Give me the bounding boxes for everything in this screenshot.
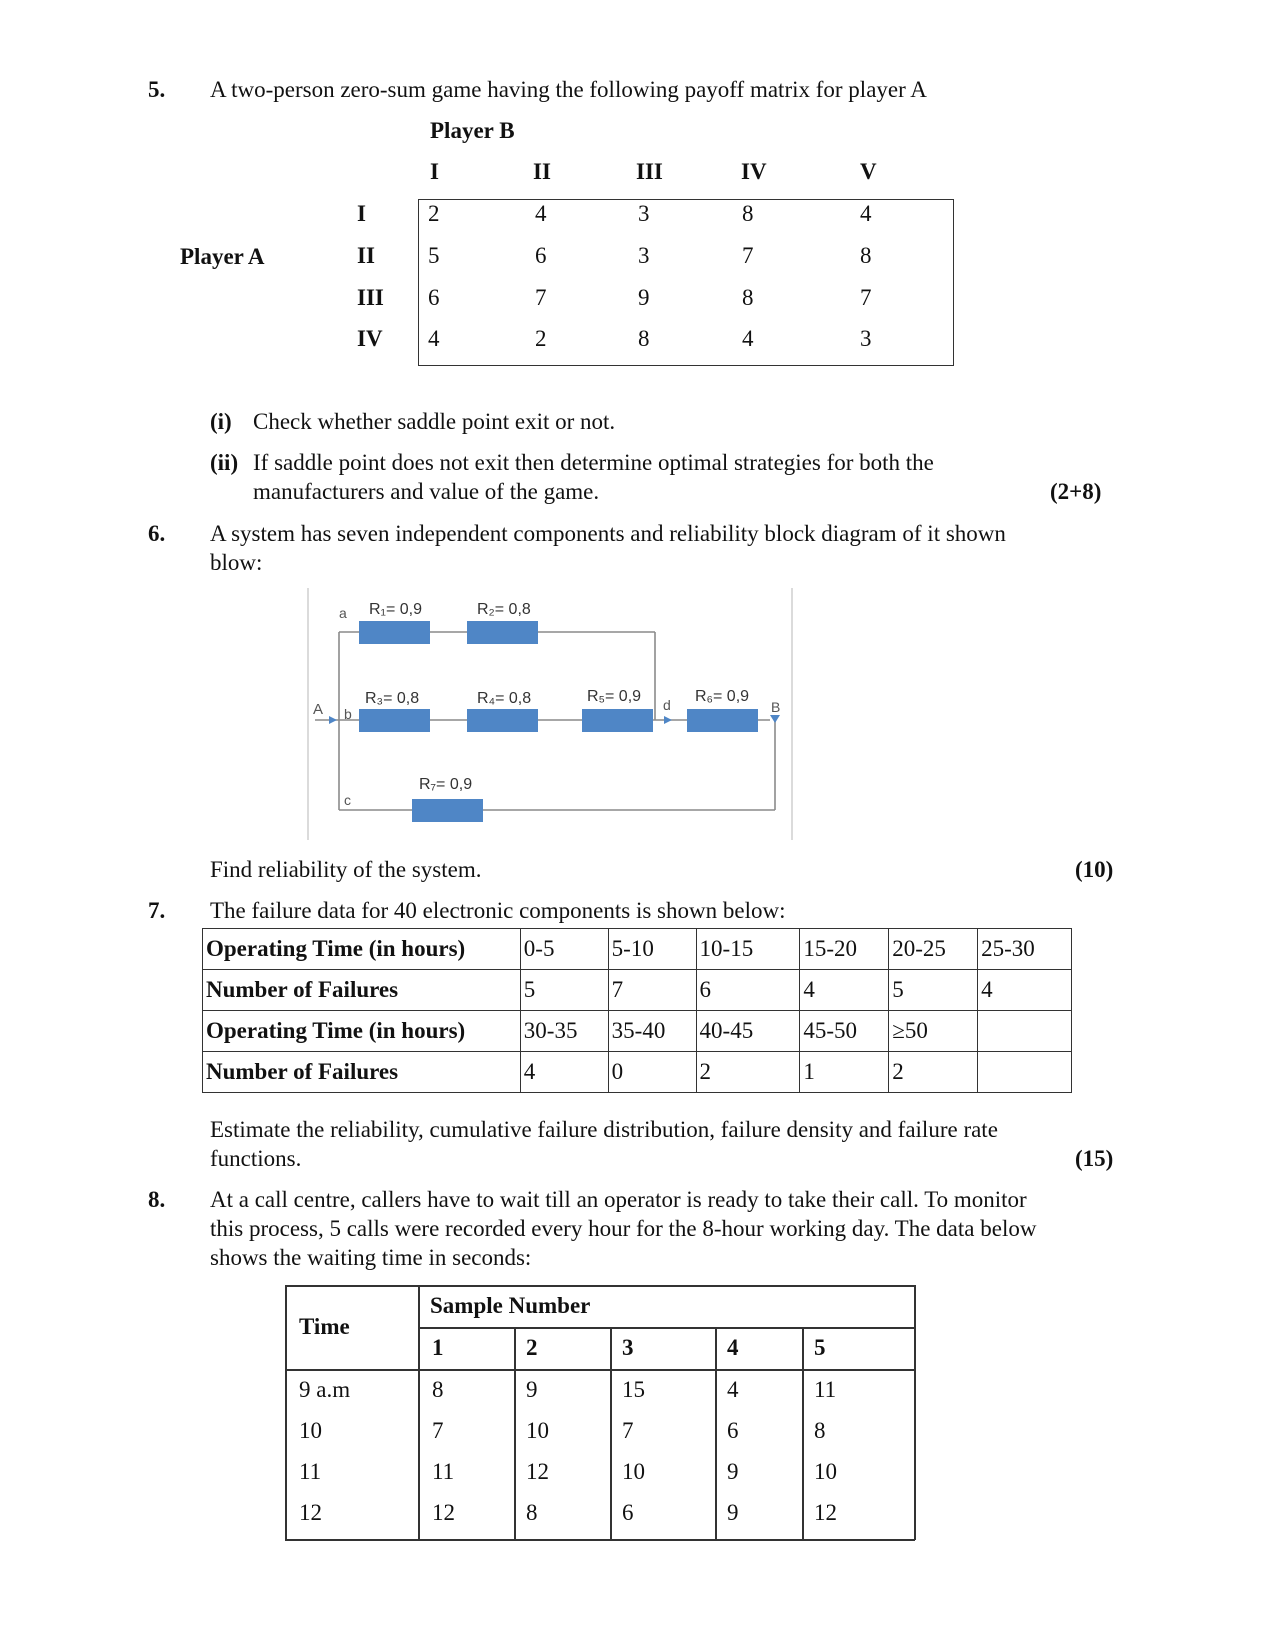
matrix-cell: 8 xyxy=(860,243,872,268)
question-6-marks: (10) xyxy=(1075,857,1114,882)
matrix-cell: 4 xyxy=(428,326,440,351)
value-cell: 8 xyxy=(432,1377,444,1402)
table-cell: 5-10 xyxy=(608,929,696,970)
label-r7: R₇= 0,9 xyxy=(419,776,473,793)
matrix-cell: 8 xyxy=(638,326,650,351)
question-8-number: 8. xyxy=(148,1187,166,1212)
matrix-cell: 3 xyxy=(638,243,650,268)
value-cell: 9 xyxy=(727,1500,739,1525)
table-cell: Number of Failures xyxy=(203,970,521,1011)
sample-col-header: 4 xyxy=(727,1335,739,1360)
table-cell: 4 xyxy=(800,970,889,1011)
value-cell: 11 xyxy=(814,1377,837,1402)
table-row xyxy=(203,929,1072,970)
matrix-cell: 2 xyxy=(535,326,547,351)
value-cell: 6 xyxy=(622,1500,634,1525)
component-block-r3 xyxy=(359,709,430,732)
part-i-label: (i) xyxy=(210,409,232,434)
time-header: Time xyxy=(299,1314,350,1339)
matrix-cell: 3 xyxy=(638,201,650,226)
table-row xyxy=(203,970,1072,1011)
question-5-text: A two-person zero-sum game having the following payoff matrix for player A xyxy=(210,77,927,102)
matrix-cell: 9 xyxy=(638,285,650,310)
table-cell: 20-25 xyxy=(889,929,978,970)
table-row xyxy=(203,1052,1072,1093)
table-cell: 4 xyxy=(520,1052,608,1093)
question-5-marks: (2+8) xyxy=(1050,479,1102,504)
row-label: II xyxy=(357,243,375,268)
sample-col-header: 5 xyxy=(814,1335,826,1360)
value-cell: 10 xyxy=(526,1418,549,1443)
value-cell: 10 xyxy=(622,1459,645,1484)
time-cell: 12 xyxy=(299,1500,322,1525)
question-8-line-2: this process, 5 calls were recorded every hour for the 8-hour working day. The data below xyxy=(210,1216,1037,1241)
value-cell: 12 xyxy=(526,1459,549,1484)
matrix-cell: 7 xyxy=(535,285,547,310)
question-7-marks: (15) xyxy=(1075,1146,1114,1171)
reliability-block-diagram xyxy=(305,588,795,840)
label-r2: R₂= 0,8 xyxy=(477,601,531,618)
value-cell: 11 xyxy=(432,1459,455,1484)
input-label: A xyxy=(313,701,324,718)
arrow-d-icon xyxy=(664,716,672,724)
node-a: a xyxy=(339,605,347,621)
label-r3: R₃= 0,8 xyxy=(365,690,420,707)
player-a-label: Player A xyxy=(180,244,265,269)
table-cell: 7 xyxy=(608,970,696,1011)
table-cell: 25-30 xyxy=(978,929,1072,970)
part-ii-line-1: If saddle point does not exit then determine optimal strategies for both the xyxy=(253,450,934,475)
row-label: I xyxy=(357,201,366,226)
question-6-line-1: A system has seven independent components and reliability block diagram of it shown xyxy=(210,521,1006,546)
output-arrow-icon xyxy=(770,715,780,723)
part-ii-label: (ii) xyxy=(210,450,239,475)
value-cell: 4 xyxy=(727,1377,739,1402)
value-cell: 12 xyxy=(814,1500,837,1525)
question-8-line-1: At a call centre, callers have to wait till an operator is ready to take their call. To monitor xyxy=(210,1187,1027,1212)
table-cell: 2 xyxy=(696,1052,800,1093)
table-cell: Operating Time (in hours) xyxy=(203,929,521,970)
column-header: II xyxy=(533,159,551,184)
payoff-matrix-border xyxy=(418,199,954,366)
time-cell: 9 a.m xyxy=(299,1377,351,1402)
component-block-r4 xyxy=(467,709,538,732)
value-cell: 7 xyxy=(432,1418,444,1443)
question-6-find-text: Find reliability of the system. xyxy=(210,857,482,882)
table-cell: 6 xyxy=(696,970,800,1011)
table-cell: 45-50 xyxy=(800,1011,889,1052)
label-r6: R₆= 0,9 xyxy=(695,688,750,705)
sample-number-header: Sample Number xyxy=(430,1293,591,1318)
table-cell: 15-20 xyxy=(800,929,889,970)
question-5-number: 5. xyxy=(148,77,166,102)
column-header: III xyxy=(636,159,663,184)
component-block-r1 xyxy=(359,621,430,644)
table-cell: 10-15 xyxy=(696,929,800,970)
question-7-number: 7. xyxy=(148,898,166,923)
sample-col-header: 2 xyxy=(526,1335,538,1360)
column-header: IV xyxy=(741,159,767,184)
table-cell: 1 xyxy=(800,1052,889,1093)
matrix-cell: 3 xyxy=(860,326,872,351)
time-cell: 10 xyxy=(299,1418,322,1443)
table-cell xyxy=(978,1011,1072,1052)
matrix-cell: 5 xyxy=(428,243,440,268)
question-7-text: The failure data for 40 electronic components is shown below: xyxy=(210,898,786,923)
question-6-number: 6. xyxy=(148,521,166,546)
value-cell: 10 xyxy=(814,1459,837,1484)
value-cell: 8 xyxy=(814,1418,826,1443)
part-ii-line-2: manufacturers and value of the game. xyxy=(253,479,600,504)
waiting-time-table xyxy=(285,1285,915,1540)
sample-col-header: 1 xyxy=(432,1335,444,1360)
matrix-cell: 6 xyxy=(535,243,547,268)
question-6-line-2: blow: xyxy=(210,550,263,575)
value-cell: 9 xyxy=(526,1377,538,1402)
part-i-text: Check whether saddle point exit or not. xyxy=(253,409,616,434)
value-cell: 6 xyxy=(727,1418,739,1443)
row-label: IV xyxy=(357,326,383,351)
matrix-cell: 7 xyxy=(860,285,872,310)
table-cell: 30-35 xyxy=(520,1011,608,1052)
component-block-r5 xyxy=(582,709,653,732)
label-r4: R₄= 0,8 xyxy=(477,690,532,707)
value-cell: 12 xyxy=(432,1500,455,1525)
table-cell: 5 xyxy=(520,970,608,1011)
table-cell: 35-40 xyxy=(608,1011,696,1052)
table-row xyxy=(203,1011,1072,1052)
question-7-estimate-line-2: functions. xyxy=(210,1146,302,1171)
table-cell xyxy=(978,1052,1072,1093)
row-label: III xyxy=(357,285,384,310)
sample-col-header: 3 xyxy=(622,1335,634,1360)
question-8-line-3: shows the waiting time in seconds: xyxy=(210,1245,532,1270)
player-b-label: Player B xyxy=(430,118,515,143)
table-cell: 0-5 xyxy=(520,929,608,970)
column-header: V xyxy=(860,159,877,184)
input-arrow-icon xyxy=(329,716,337,724)
matrix-cell: 7 xyxy=(742,243,754,268)
time-cell: 11 xyxy=(299,1459,322,1484)
component-block-r7 xyxy=(412,799,483,822)
table-cell: 40-45 xyxy=(696,1011,800,1052)
output-label: B xyxy=(771,699,781,715)
matrix-cell: 6 xyxy=(428,285,440,310)
question-7-estimate-line-1: Estimate the reliability, cumulative failure distribution, failure density and failure rate xyxy=(210,1117,998,1142)
label-r5: R₅= 0,9 xyxy=(587,688,642,705)
table-cell: 2 xyxy=(889,1052,978,1093)
table-cell: 4 xyxy=(978,970,1072,1011)
node-b: b xyxy=(344,706,352,722)
table-cell: 5 xyxy=(889,970,978,1011)
node-c: c xyxy=(344,792,351,808)
table-cell: 0 xyxy=(608,1052,696,1093)
value-cell: 15 xyxy=(622,1377,645,1402)
table-cell: Number of Failures xyxy=(203,1052,521,1093)
value-cell: 8 xyxy=(526,1500,538,1525)
value-cell: 9 xyxy=(727,1459,739,1484)
component-block-r6 xyxy=(687,709,758,732)
matrix-cell: 8 xyxy=(742,201,754,226)
failure-data-table xyxy=(202,928,1072,1093)
value-cell: 7 xyxy=(622,1418,634,1443)
matrix-cell: 4 xyxy=(860,201,872,226)
matrix-cell: 8 xyxy=(742,285,754,310)
matrix-cell: 2 xyxy=(428,201,440,226)
column-header: I xyxy=(430,159,439,184)
node-d: d xyxy=(663,697,671,713)
matrix-cell: 4 xyxy=(535,201,547,226)
component-block-r2 xyxy=(467,621,538,644)
table-cell: Operating Time (in hours) xyxy=(203,1011,521,1052)
table-cell: ≥50 xyxy=(889,1011,978,1052)
matrix-cell: 4 xyxy=(742,326,754,351)
label-r1: R₁= 0,9 xyxy=(369,601,422,618)
